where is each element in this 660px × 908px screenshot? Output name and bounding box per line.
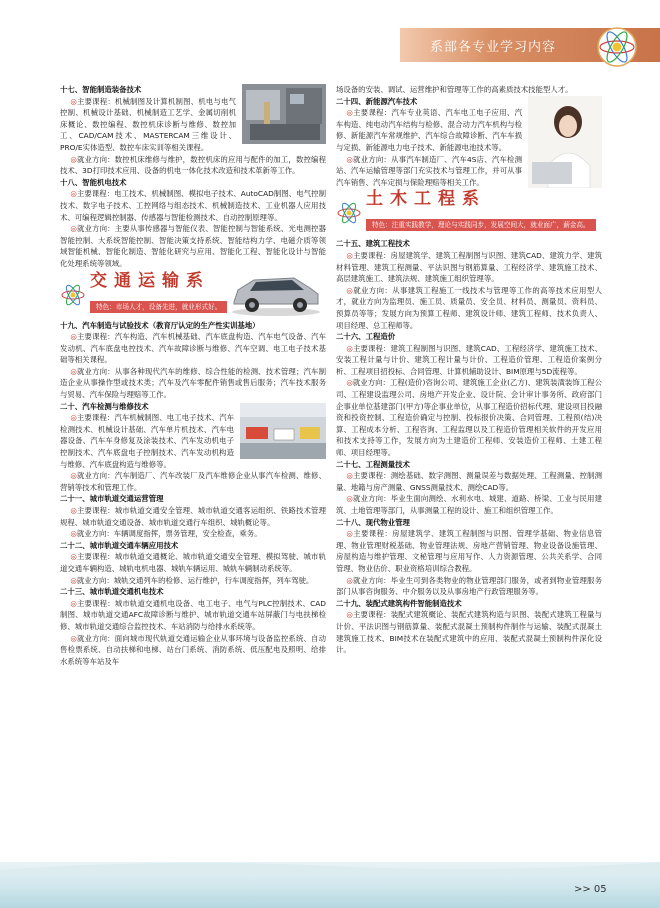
courses-24: ◎主要课程：汽车专业英语、汽车电工电子应用、汽车构造、纯电动汽车结构与检修、混合动力汽车机构与检修、新能源汽车常规维护、汽车综合故障诊断、汽车车损与定损、新能源电力电子技术、新能源电池技术等。 (336, 108, 522, 152)
career-17: ◎就业方向：数控机床维修与维护，数控机床的应用与配件的加工，数控编程技术、3D打印技术应用、设备的机电一体化技术改造和技术革新等工作。 (60, 154, 326, 176)
career-22: ◎就业方向：城轨交通列车的检修、运行维护，行车调度指挥，列车驾驶。 (70, 575, 314, 585)
factory-photo (242, 84, 326, 144)
courses-28: ◎主要课程：房屋建筑学、建筑工程制图与识图、管理学基础、物业信息管理、物业管理财税基础、物业管理法规、房地产营销管理、物业设备设施管理、房屋构造与维护管理、文秘管理与应用写作、人力资源管理、公共关系学、合同管理、物业估价、职业资格培训综合教程。 (336, 529, 602, 573)
courses-27: ◎主要课程：测绘基础、数字测图、测量误差与数据处理、工程测量、控制测量、地籍与房产测量、GNSS测量技术、测绘CAD等。 (336, 471, 602, 492)
career-21: ◎就业方向：车辆调度指挥，票务管理，安全检查，乘务。 (70, 529, 262, 539)
career-19: ◎就业方向：从事各种现代汽车的维修、综合性能的检测、技术管理；汽车制造企业从事操作型或技术类；汽车及汽车零配件销售或售后服务；汽车技术服务与贸易、汽车保险与理赔等工作。 (60, 366, 326, 400)
page-number: >> 05 (574, 884, 607, 895)
heading-27: 二十七、工程测量技术 (336, 459, 410, 469)
heading-21: 二十一、城市轨道交通运营管理 (60, 494, 164, 504)
right-column (336, 84, 602, 656)
career-27: ◎就业方向：毕业生面向测绘、水利水电、城建、道路、桥梁、工业与民用建筑、土地管理等部门，从事测量工程的设计、施工和组织管理工作。 (336, 494, 602, 515)
heading-29: 二十九、装配式建筑构件智能制造技术 (336, 598, 462, 608)
career-28: ◎就业方向：毕业生可到各类物业的物业管理部门服务，或者到物业管理服务部门从事咨询服务、中介服务以及从事房地产行政管理服务等。 (336, 575, 602, 597)
heading-23: 二十三、城市轨道交通机电技术 (60, 587, 164, 597)
heading-18: 十八、智能机电技术 (60, 177, 127, 187)
section-title-civil: 土木工程系 (366, 189, 486, 210)
courses-23: ◎主要课程：城市轨道交通机电设备、电工电子、电气与PLC控制技术、CAD制图、城市轨道交通AFC故障诊断与维护、城市轨道交通车站屏蔽门与电扶梯检修、城市轨道交通综合监控技术、车站消防与给排水系统等。 (60, 598, 326, 631)
heading-24: 二十四、新能源汽车技术 (336, 96, 418, 106)
courses-25: ◎主要课程：房屋建筑学、建筑工程制图与识图、建筑CAD、建筑力学、建筑材料管理、建筑工程测量、平法识图与钢筋算量、工程经济学、建筑施工技术、高层建筑施工、建筑法规、建筑施工组织管理等。 (336, 250, 602, 284)
school-logo (596, 26, 638, 68)
career-25: ◎就业方向：从事建筑工程施工一线技术与管理等工作的高等技术应用型人才，就业方向为监理员、施工员、质量员、安全员、材料员、测量员、资料员、预算员等等；发展方向为预算工程师、建筑设计师、建筑工程师、技术负责人、项目经理、总工程师等。 (336, 285, 602, 330)
atom-icon (60, 282, 86, 308)
career-20: ◎就业方向：汽车制造厂、汽车改装厂及汽车维修企业从事汽车检测、维修、营销等技术和管理工作。 (60, 471, 326, 492)
heading-28: 二十八、现代物业管理 (336, 517, 410, 527)
woman-laptop-photo (528, 96, 602, 188)
section-civil (336, 189, 602, 234)
heading-22: 二十二、城市轨道交通车辆应用技术 (60, 540, 179, 550)
heading-19: 十九、汽车制造与试验技术（教育厅认定的生产性实训基地） (60, 320, 260, 330)
courses-19: ◎主要课程：汽车构造、汽车机械基础、汽车底盘构造、汽车电气设备、汽车发动机、汽车底盘电控技术、汽车故障诊断与维修、汽车空调、电工电子技术基础等相关课程。 (60, 332, 326, 365)
car-photo (228, 270, 324, 318)
workshop-photo (240, 403, 326, 459)
section-ribbon-civil: 特色：注重实践教学，理论与实践同步，发展空间大，就业面广，薪金高。 (366, 219, 596, 231)
heading-25: 二十五、建筑工程技术 (336, 239, 410, 249)
left-column (60, 84, 326, 667)
career-24: ◎就业方向：从事汽车制造厂、汽车4S店、汽车检测站、汽车运输管理等部门充实技术与管理工作，并可从事汽车销售、汽车定损与保险理赔等相关工作。 (336, 154, 523, 187)
courses-21: ◎主要课程：城市轨道交通安全管理、城市轨道交通客运组织、铁路技术管理规程、城市轨道交通设备、城市轨道交通行车组织、城轨概论等。 (60, 506, 326, 527)
section-title-transport: 交通运输系 (90, 270, 210, 291)
heading-17: 十七、智能制造装备技术 (60, 85, 142, 94)
heading-26: 二十六、工程造价 (336, 332, 396, 342)
courses-17: ◎主要课程：机械制图及计算机制图、机电与电气控制、机械设计基础、机械制造工艺学、金属切削机床概论、数控编程、数控机床诊断与维修、数控加工、CAD/CAM技术、MASTERCAM三维设计、PRO/E实体造型、数控车床实训等相关课程。 (60, 96, 236, 152)
career-23: ◎就业方向：面向城市现代轨道交通运输企业从事环境与设备监控系统、自动售检票系统、自动扶梯和电梯、站台门系统、消防系统、低压配电及照明、给排水系统等车站及车 (60, 633, 326, 666)
career-26: ◎就业方向：工程(造价)咨询公司、建筑施工企业(乙方)、建筑装潢装饰工程公司、工程建设监理公司、房地产开发企业、设计院、会计审计事务所、政府部门企事业单位基建部门(甲方)等企事业单位，从事工程造价招标代理、建设项目投融资和投资控制、工程造价确定与控制、投标报价决策、合同管理、工程预(结)决算、工程成本分析、工程咨询、工程监理以及工程造价管理相关软件的开发应用和技术支持等工作，发展方向为土建造价工程师、安装造价工程师、土建工程师、项目经理等。 (336, 378, 602, 458)
career-18: ◎就业方向：主要从事传感器与智能仪表、智能控制与智能系统、光电测控器智能控制、大系统智能控制、智能决策支持系统、智能结构力学、电磁介质等领域智能机械、智能化制造、智能化研究与应用、智能化工程、智能化设计与智能化处理系统等领域。 (60, 224, 326, 268)
continuation-text: 场设备的安装、调试、运营维护和管理等工作的高素质技术技能型人才。 (336, 85, 573, 94)
heading-20: 二十、汽车检测与维修技术 (60, 401, 149, 411)
atom-icon (336, 200, 362, 226)
page-header-title: 系部各专业学习内容 (430, 40, 557, 55)
courses-18: ◎主要课程：电工技术、机械制图、模拟电子技术、AutoCAD制图、电气控制技术、数字电子技术、工控网络与组态技术、机械制造技术、工业机器人应用技术、可编程逻辑控制器、传感器与智能检测技术、自动控制原理等。 (60, 189, 326, 222)
courses-20: ◎主要课程：汽车机械制图、电工电子技术、汽车检测技术、机械设计基础、汽车单片机技术、汽车电器设备、汽车车身修复及涂装技术、汽车发动机电子控制技术、汽车底盘电子控制技术、汽车发动机构造与维修、汽车底盘构造与维修等。 (60, 413, 234, 469)
footer-wave (0, 856, 660, 876)
section-transport (60, 270, 326, 316)
section-ribbon-transport: 特色：市场人才，设备先进，就业形式好。 (90, 301, 227, 313)
courses-29: ◎主要课程：装配式建筑概论、装配式建筑构造与识图、装配式建筑工程量与计价、平法识图与钢筋算量、装配式混凝土预制构件制作与运输、装配式混凝土建筑施工技术、BIM技术在装配式建筑中的应用、装配式混凝土预制构件深化设计。 (336, 610, 602, 655)
courses-26: ◎主要课程：建筑工程制图与识图、建筑CAD、工程经济学、建筑施工技术、安装工程计量与计价、建筑工程计量与计价、工程造价管理、工程造价案例分析、工程项目招投标、合同管理、计算机辅助设计、BIM原理与5D流程等。 (336, 343, 602, 376)
courses-22: ◎主要课程：城市轨道交通概论、城市轨道交通安全管理、模拟驾驶、城市轨道交通车辆构造、城轨电机电器、城轨车辆运用、城轨车辆制动系统等。 (60, 552, 326, 573)
